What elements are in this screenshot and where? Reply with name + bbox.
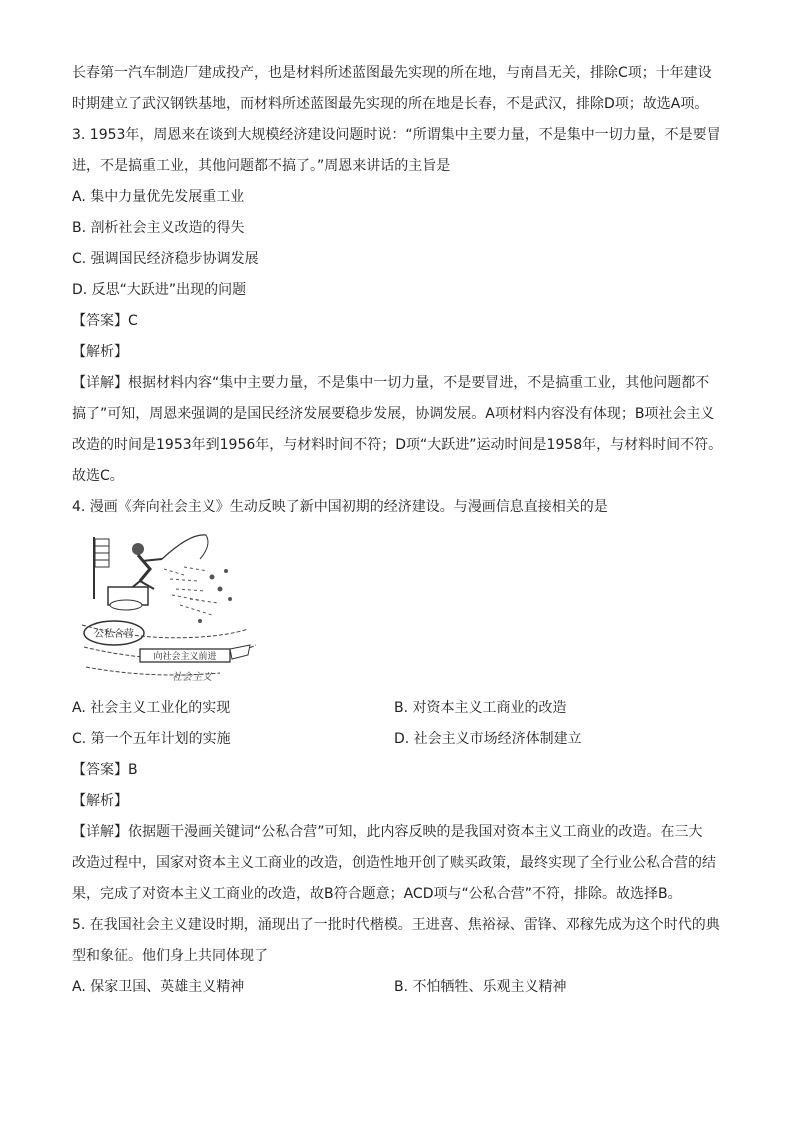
cartoon-banner-text: 向社会主义前进: [153, 652, 217, 662]
question-3-analysis-label: 【解析】: [72, 344, 128, 360]
question-4-options-row-1: [72, 693, 732, 724]
question-5-option-a: A. 保家卫国、英雄主义精神: [72, 979, 245, 995]
question-3-option-c: C. 强调国民经济稳步协调发展: [72, 251, 259, 267]
question-3-option-a: A. 集中力量优先发展重工业: [72, 189, 245, 205]
intro-line: 长春第一汽车制造厂建成投产，也是材料所述蓝图最先实现的所在地，与南昌无关，排除C项；十年建设: [72, 65, 712, 81]
intro-paragraph: [72, 58, 732, 120]
question-4-detail: 【详解】依据题干漫画关键词“公私合营”可知，此内容反映的是我国对资本主义工商业的改造。在三大: [72, 824, 703, 840]
cartoon-image: [80, 529, 732, 689]
question-4-detail: 果，完成了对资本主义工商业的改造，故B符合题意；ACD项与“公私合营”不符，排除。故选择B。: [72, 886, 682, 902]
question-5-options-row-1: [72, 972, 732, 1003]
document-page: [72, 58, 732, 1003]
question-4: [72, 492, 732, 910]
question-4-option-c: C. 第一个五年计划的实施: [72, 731, 231, 747]
question-4-detail: 改造过程中，国家对资本主义工商业的改造，创造性地开创了赎买政策，最终实现了全行业公私合营的结: [72, 855, 716, 871]
question-4-analysis-label: 【解析】: [72, 793, 128, 809]
question-3-option-d: D. 反思“大跃进”出现的问题: [72, 282, 247, 298]
question-5: [72, 910, 732, 1003]
question-4-option-d: D. 社会主义市场经济体制建立: [394, 731, 582, 747]
question-5-option-b: B. 不怕牺牲、乐观主义精神: [394, 979, 567, 995]
question-4-option-a: A. 社会主义工业化的实现: [72, 700, 231, 716]
question-3-detail: 【详解】根据材料内容“集中主要力量，不是集中一切力量，不是要冒进，不是搞重工业，其他问题都不: [72, 375, 710, 391]
question-4-option-b: B. 对资本主义工商业的改造: [394, 700, 567, 716]
question-3-detail: 搞了”可知，周恩来强调的是国民经济发展要稳步发展，协调发展。A项材料内容没有体现；B项社会主义: [72, 406, 715, 422]
question-5-stem: 型和象征。他们身上共同体现了: [72, 948, 268, 964]
question-3-detail: 改造的时间是1953年到1956年，与材料时间不符；D项“大跃进”运动时间是1958年，与材料时间不符。: [72, 437, 723, 453]
cartoon-sign-text: 公私合营: [94, 629, 134, 640]
question-3-detail: 故选C。: [72, 468, 124, 484]
intro-line: 时期建立了武汉钢铁基地，而材料所述蓝图最先实现的所在地是长春，不是武汉，排除D项；故选A项。: [72, 96, 709, 112]
question-3-stem: 3. 1953年，周恩来在谈到大规模经济建设问题时说：“所谓集中主要力量，不是集中一切力量，不是要冒: [72, 127, 721, 143]
question-4-stem: 4. 漫画《奔向社会主义》生动反映了新中国初期的经济建设。与漫画信息直接相关的是: [72, 499, 608, 515]
question-3-stem: 进，不是搞重工业，其他问题都不搞了。”周恩来讲话的主旨是: [72, 158, 451, 174]
cartoon-ground-text: 社会主义: [172, 672, 212, 683]
question-5-stem: 5. 在我国社会主义建设时期，涌现出了一批时代楷模。王进喜、焦裕禄、雷锋、邓稼先成为这个时代的典: [72, 917, 720, 933]
question-3-option-b: B. 剖析社会主义改造的得失: [72, 220, 245, 236]
question-3-answer: 【答案】C: [72, 313, 138, 329]
cartoon-illustration: [80, 529, 260, 689]
question-3: [72, 120, 732, 492]
question-4-answer: 【答案】B: [72, 762, 138, 778]
question-4-options-row-2: [72, 724, 732, 755]
